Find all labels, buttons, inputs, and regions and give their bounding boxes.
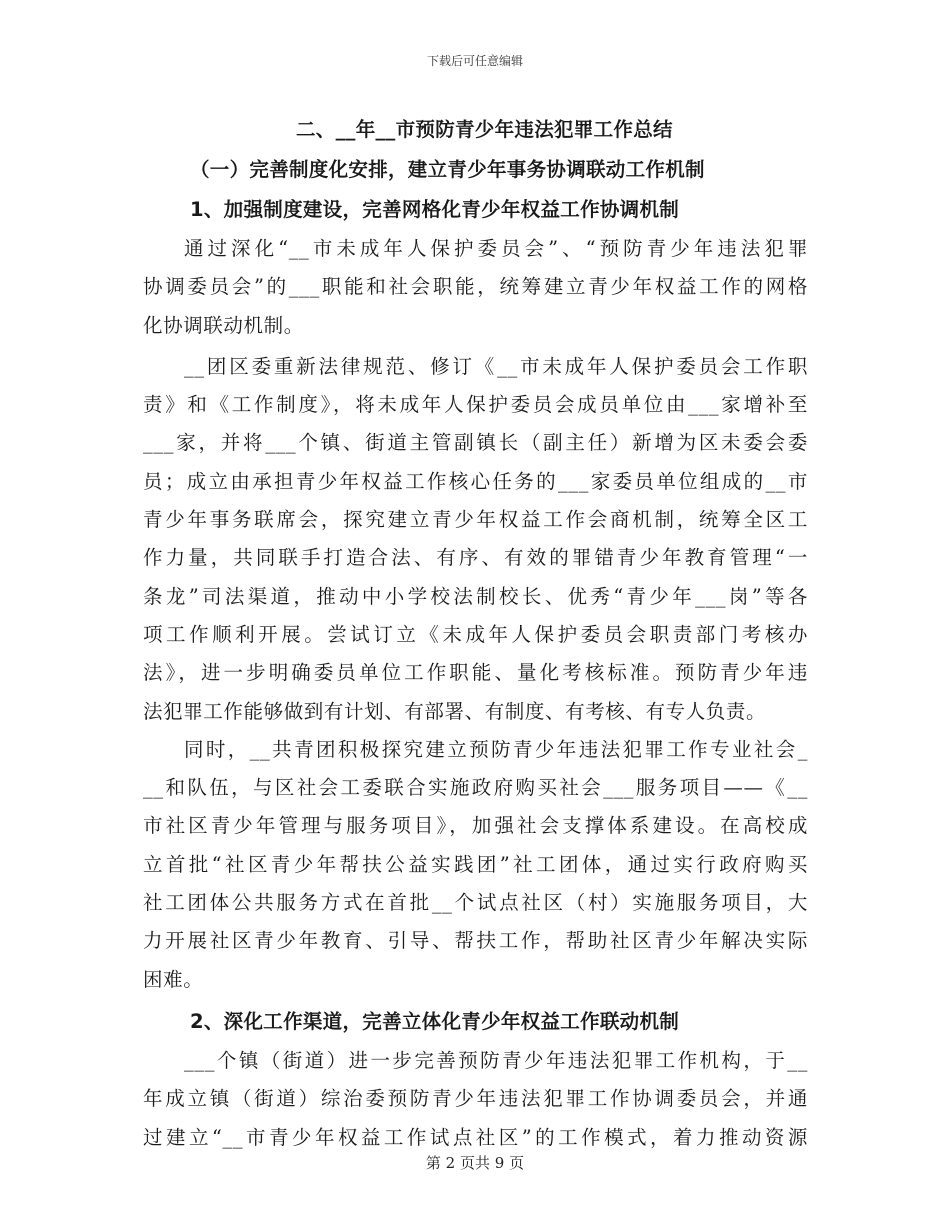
text-line: 员；成立由承担青少年权益工作核心任务的___家委员单位组成的__市: [143, 469, 808, 493]
text-line: 法犯罪工作能够做到有计划、有部署、有制度、有考核、有专人负责。: [143, 699, 767, 723]
text-line: 青少年事务联席会，探究建立青少年权益工作会商机制，统筹全区工: [143, 508, 808, 532]
text-line: 项工作顺利开展。尝试订立《未成年人保护委员会职责部门考核办: [143, 622, 808, 646]
text-line: 年成立镇（街道）综治委预防青少年违法犯罪工作协调委员会，并通: [143, 1087, 808, 1111]
text-line: 同时，__共青团积极探究建立预防青少年违法犯罪工作专业社会_: [184, 737, 808, 761]
paragraph: [143, 230, 808, 345]
paragraph: [143, 731, 808, 999]
page-number: 第 2 页共 9 页: [425, 1154, 525, 1172]
text-line: ___个镇（街道）进一步完善预防青少年违法犯罪工作机构，于__: [184, 1048, 808, 1072]
paragraph: [143, 348, 808, 731]
text-line: 作力量，共同联手打造合法、有序、有效的罪错青少年教育管理“一: [143, 546, 808, 570]
paragraph: [143, 1042, 808, 1157]
text-line: 化协调联动机制。: [143, 313, 304, 337]
text-line: 困难。: [143, 967, 204, 991]
section-heading: （一）完善制度化安排，建立青少年事务协调联动工作机制: [190, 158, 705, 181]
text-line: 立首批“社区青少年帮扶公益实践团”社工团体，通过实行政府购买: [143, 852, 808, 876]
text-line: ___家，并将___个镇、街道主管副镇长（副主任）新增为区未委会委: [143, 431, 808, 455]
text-line: 过建立“__市青少年权益工作试点社区”的工作模式，着力推动资源: [143, 1125, 808, 1149]
document-body: [143, 110, 808, 1157]
text-line: 条龙”司法渠道，推动中小学校法制校长、优秀“青少年___岗”等各: [143, 584, 808, 608]
text-line: 市社区青少年管理与服务项目》，加强社会支撑体系建设。在高校成: [143, 814, 808, 838]
text-line: 力开展社区青少年教育、引导、帮扶工作，帮助社区青少年解决实际: [143, 929, 808, 953]
text-line: 法》，进一步明确委员单位工作职能、量化考核标准。预防青少年违: [143, 661, 808, 685]
item1-heading: 1、加强制度建设，完善网格化青少年权益工作协调机制: [190, 198, 680, 221]
text-line: 责》和《工作制度》，将未成年人保护委员会成员单位由___家增补至: [143, 393, 808, 417]
text-line: 通过深化“__市未成年人保护委员会”、“预防青少年违法犯罪: [184, 237, 808, 260]
text-line: __和队伍，与区社会工委联合实施政府购买社会___服务项目——《__: [143, 776, 808, 800]
item2-heading: 2、深化工作渠道，完善立体化青少年权益工作联动机制: [190, 1009, 680, 1033]
text-line: __团区委重新法律规范、修订《__市未成年人保护委员会工作职: [184, 354, 808, 378]
header-note: 下载后可任意编辑: [426, 54, 523, 68]
text-line: 协调委员会”的___职能和社会职能，统筹建立青少年权益工作的网格: [143, 275, 808, 299]
text-line: 社工团体公共服务方式在首批__个试点社区（村）实施服务项目，大: [143, 891, 808, 915]
document-title: 二、__年__市预防青少年违法犯罪工作总结: [296, 118, 673, 141]
